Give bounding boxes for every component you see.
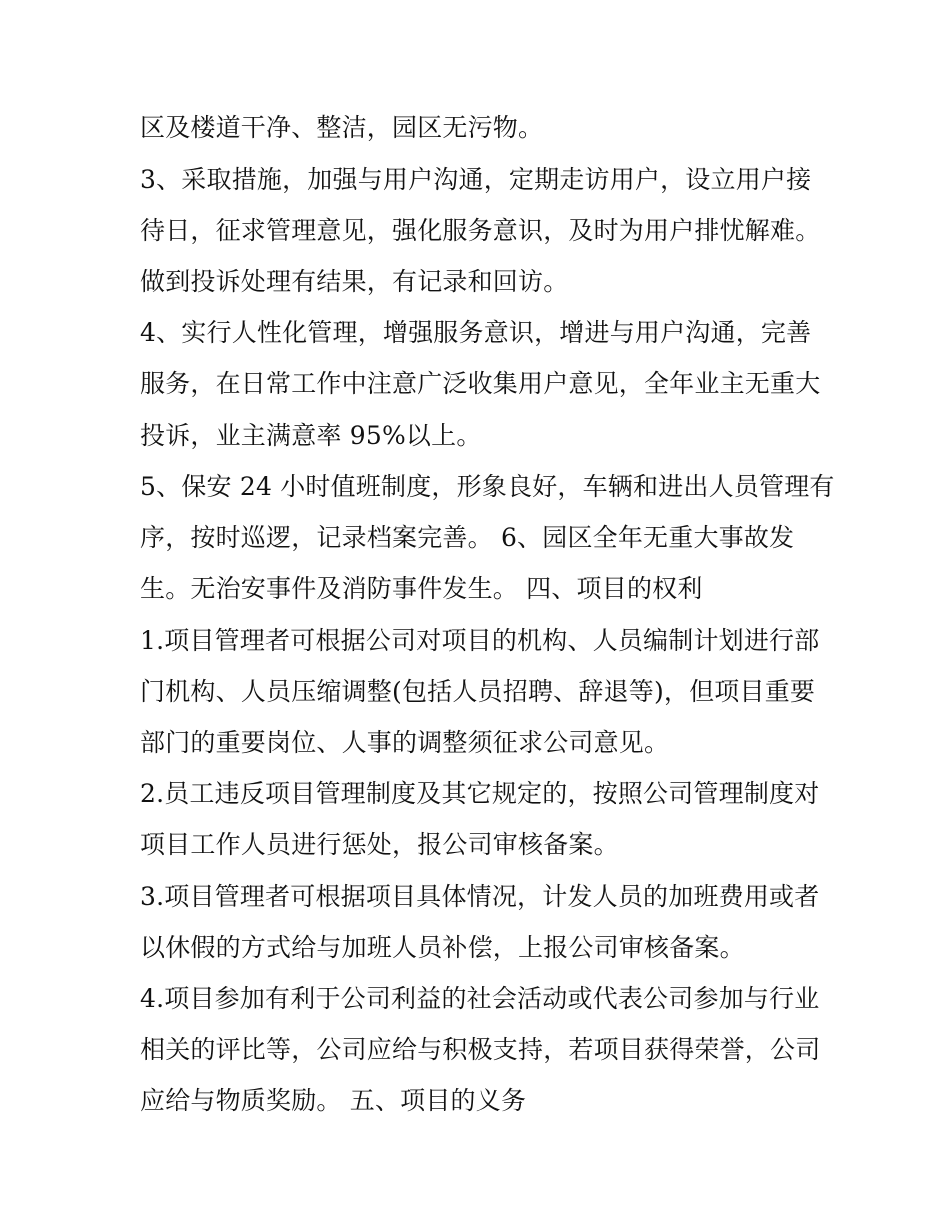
text-line: 以休假的方式给与加班人员补偿，上报公司审核备案。 bbox=[140, 933, 745, 962]
text-line: 门机构、人员压缩调整(包括人员招聘、辞退等)，但项目重要 bbox=[140, 677, 816, 706]
text-line: 序，按时巡逻，记录档案完善。 6、园区全年无重大事故发 bbox=[140, 523, 795, 552]
text-line: 生。无治安事件及消防事件发生。 四、项目的权利 bbox=[140, 574, 703, 603]
text-line: 部门的重要岗位、人事的调整须征求公司意见。 bbox=[140, 728, 670, 757]
text-line: 投诉，业主满意率 95%以上。 bbox=[140, 421, 482, 450]
text-line: 5、保安 24 小时值班制度，形象良好，车辆和进出人员管理有 bbox=[140, 472, 835, 501]
text-line: 项目工作人员进行惩处，报公司审核备案。 bbox=[140, 830, 619, 859]
text-line: 做到投诉处理有结果，有记录和回访。 bbox=[140, 267, 569, 296]
text-line: 3、采取措施，加强与用户沟通，定期走访用户，设立用户接 bbox=[140, 165, 812, 194]
text-line: 3.项目管理者可根据项目具体情况，计发人员的加班费用或者 bbox=[140, 882, 820, 911]
text-line: 4.项目参加有利于公司利益的社会活动或代表公司参加与行业 bbox=[140, 984, 820, 1013]
text-line: 1.项目管理者可根据公司对项目的机构、人员编制计划进行部 bbox=[140, 626, 820, 655]
text-line: 应给与物质奖励。 五、项目的义务 bbox=[140, 1086, 527, 1115]
text-line: 服务，在日常工作中注意广泛收集用户意见，全年业主无重大 bbox=[140, 369, 821, 398]
text-line: 区及楼道干净、整洁，园区无污物。 bbox=[140, 113, 544, 142]
text-line: 待日，征求管理意见，强化服务意识，及时为用户排忧解难。 bbox=[140, 216, 821, 245]
text-line: 相关的评比等，公司应给与积极支持，若项目获得荣誉，公司 bbox=[140, 1035, 821, 1064]
text-line: 2.员工违反项目管理制度及其它规定的，按照公司管理制度对 bbox=[140, 779, 820, 808]
text-line: 4、实行人性化管理，增强服务意识，增进与用户沟通，完善 bbox=[140, 318, 812, 347]
